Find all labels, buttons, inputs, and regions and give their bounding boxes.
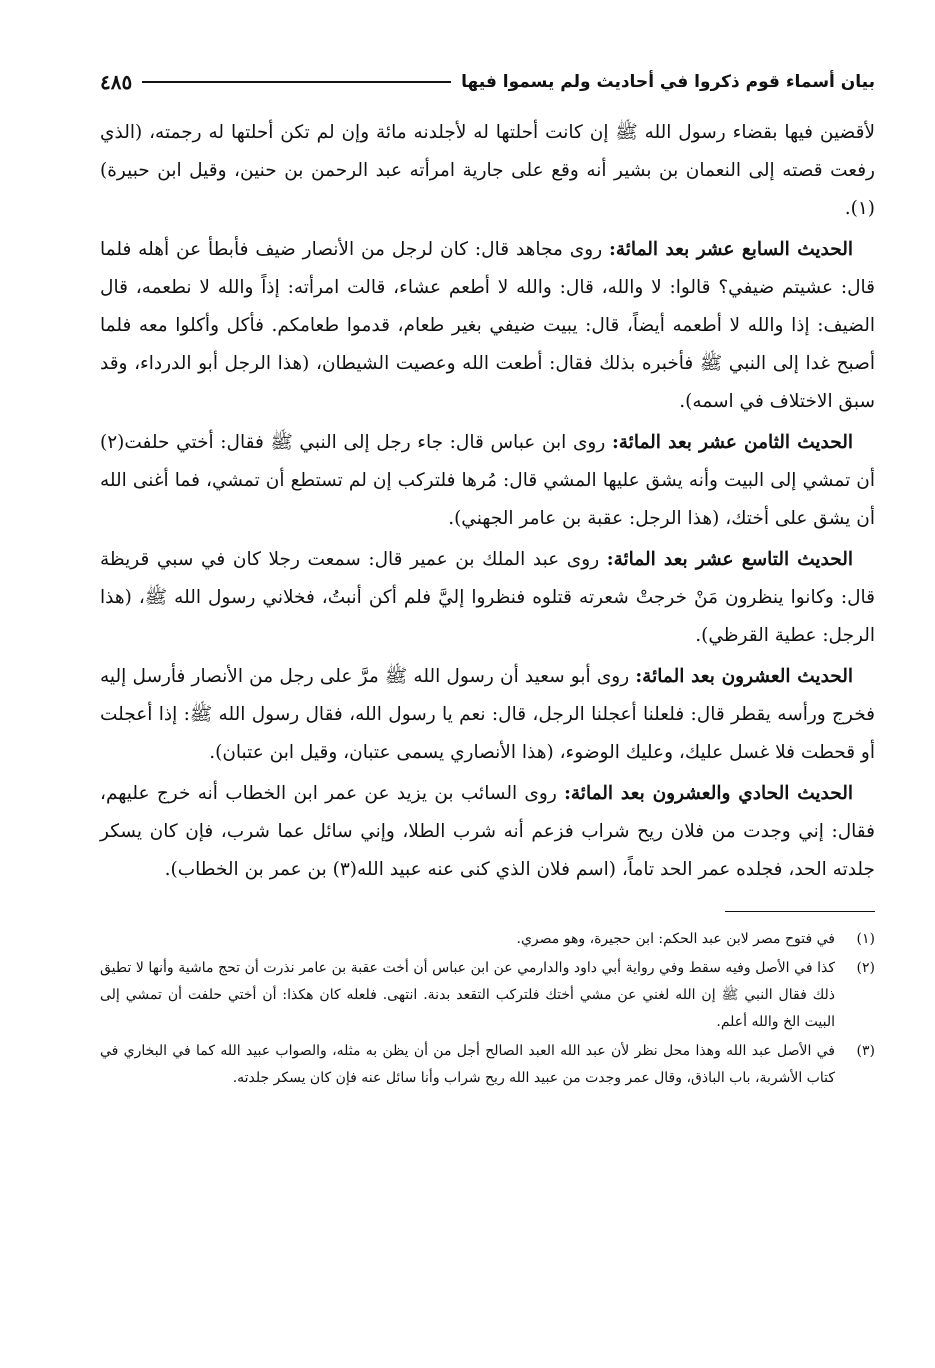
paragraph [100, 114, 875, 228]
hadith-121 [100, 775, 875, 889]
hadith-120 [100, 658, 875, 772]
page-number: ٤٨٥ [100, 70, 133, 94]
paragraph-text: لأقضين فيها بقضاء رسول الله ﷺ إن كانت أحلتها له لأجلدنه مائة وإن لم تكن أحلتها له رجمته، (الذي رفعت قصته إلى النعمان بن بشير أنه وقع على جارية امرأته عبد الرحمن بن حنين، وقيل ابن حبيرة)(١). [100, 122, 875, 219]
hadith-text: روى أبو سعيد أن رسول الله ﷺ مرَّ على رجل من الأنصار فأرسل إليه فخرج ورأسه يقطر قال: فلعلنا أعجلنا الرجل، قال: نعم يا رسول الله، فقال رسول الله ﷺ: إذا أعجلت أو قحطت فلا غسل عليك، وعليك الوضوء، (هذا الأنصاري يسمى عتبان، وقيل ابن عتبان). [100, 666, 875, 763]
footnote-number: (٢) [856, 960, 875, 976]
footnote [100, 1038, 875, 1092]
footnote-number: (٣) [856, 1043, 875, 1059]
hadith-text: روى مجاهد قال: كان لرجل من الأنصار ضيف فأبطأ عن أهله فلما قال: عشيتم ضيفي؟ قالوا: لا والله، قال: والله لا أطعم عشاء، قالت امرأته: إذاً والله لا نطعمه، قال الضيف: إذا والله لا أطعمه أيضاً، قال: يبيت ضيفي بغير طعام، قدموا طعامكم. فأكل وأكلوا معه فلما أصبح غدا إلى النبي ﷺ فأخبره بذلك فقال: أطعت الله وعصيت الشيطان، (هذا الرجل أبو الدرداء، وقد سبق الاختلاف في اسمه). [100, 239, 875, 412]
footnote [100, 926, 875, 953]
hadith-text: روى عبد الملك بن عمير قال: سمعت رجلا كان في سبي قريظة قال: وكانوا ينظرون مَنْ خرجتْ شعرته قتلوه فنظروا إليَّ فلم أكن أنبتُ، فخلاني رسول الله ﷺ، (هذا الرجل: عطية القرظي). [100, 549, 875, 646]
hadith-118 [100, 424, 875, 538]
hadith-heading: الحديث التاسع عشر بعد المائة: [606, 549, 853, 570]
main-text [100, 114, 875, 889]
page-header [100, 62, 875, 102]
header-rule [142, 81, 451, 83]
running-title: بيان أسماء قوم ذكروا في أحاديث ولم يسموا فيها [461, 72, 875, 92]
hadith-heading: الحديث الثامن عشر بعد المائة: [611, 432, 853, 453]
hadith-text: روى ابن عباس قال: جاء رجل إلى النبي ﷺ فقال: أختي حلفت(٢) أن تمشي إلى البيت وأنه يشق عليها المشي قال: مُرها فلتركب إن لم تستطع أن تمشي، فما أغنى الله أن يشق على أختك، (هذا الرجل: عقبة بن عامر الجهني). [100, 432, 875, 529]
footnotes [100, 926, 875, 1092]
footnote [100, 955, 875, 1036]
hadith-heading: الحديث العشرون بعد المائة: [635, 666, 853, 687]
footnote-number: (١) [856, 931, 875, 947]
hadith-text: روى السائب بن يزيد عن عمر ابن الخطاب أنه خرج عليهم، فقال: إني وجدت من فلان ريح شراب فزعم أنه شرب الطلا، وإني سائل عما شرب، فإن كان يسكر جلدته الحد، فجلده عمر الحد تاماً، (اسم فلان الذي كنى عنه عبيد الله(٣) بن عمر بن الخطاب). [100, 783, 875, 880]
hadith-117 [100, 231, 875, 421]
footnote-text: في فتوح مصر لابن عبد الحكم: ابن حجيرة، وهو مصري. [516, 931, 835, 947]
footnote-text: كذا في الأصل وفيه سقط وفي رواية أبي داود والدارمي عن ابن عباس أن أخت عقبة بن عامر نذرت أن تحج ماشية وأنها لا تطيق ذلك فقال النبي ﷺ إن الله لغني عن مشي أختك فلتركب التقعد بدنة. انتهى. فلعله كان هكذا: أن أختي حلفت أن تمشي إلى البيت الخ والله أعلم. [100, 960, 835, 1030]
footnote-text: في الأصل عبد الله وهذا محل نظر لأن عبد الله العبد الصالح أجل من أن يظن به مثله، والصواب عبيد الله كما في البخاري في كتاب الأشربة، باب الباذق، وقال عمر وجدت من عبيد الله ريح شراب وأنا سائل عنه فإن كان يسكر جلدته. [100, 1043, 835, 1086]
hadith-heading: الحديث الحادي والعشرون بعد المائة: [564, 783, 853, 804]
hadith-119 [100, 541, 875, 655]
hadith-heading: الحديث السابع عشر بعد المائة: [609, 239, 853, 260]
footnote-rule [725, 911, 875, 912]
